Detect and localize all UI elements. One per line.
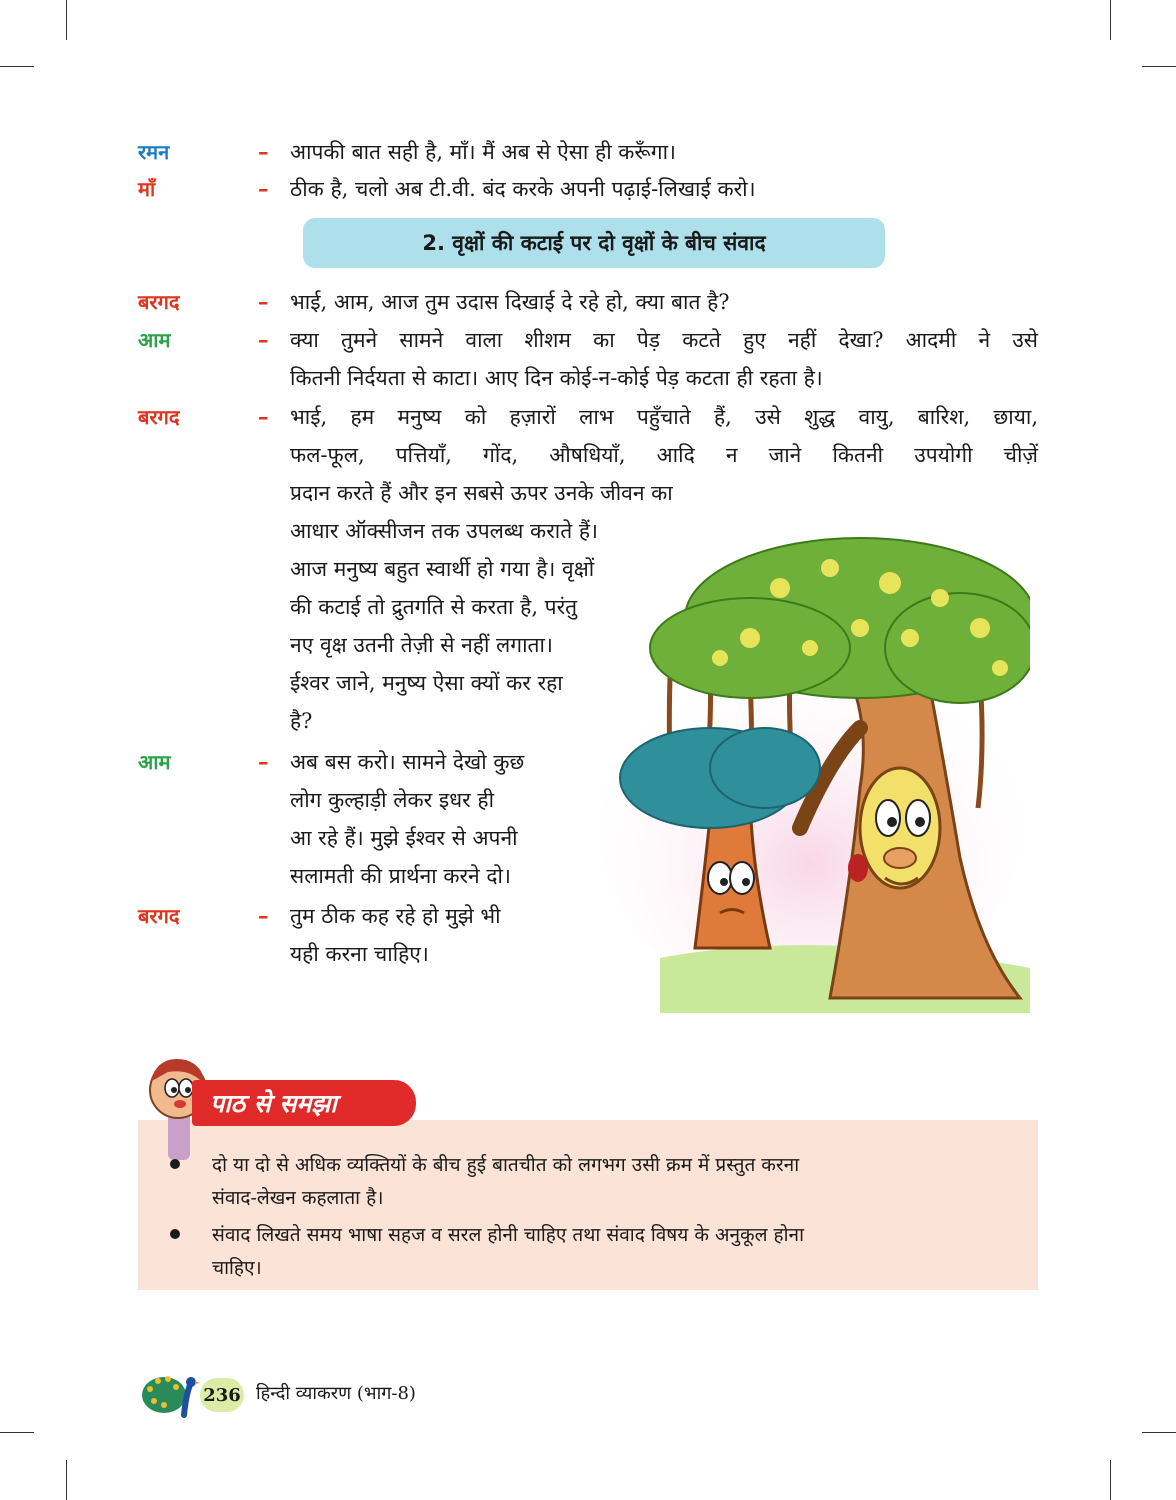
dialogue-text: सलामती की प्रार्थना करने दो। <box>290 864 511 888</box>
dialogue-text: फल-फूल, पत्तियाँ, गोंद, औषधियाँ, आदि न जाने कितनी उपयोगी चीज़ें <box>290 443 1038 467</box>
speaker-label: बरगद <box>138 904 180 928</box>
crop-mark <box>1142 66 1176 67</box>
dash: – <box>258 327 269 352</box>
summary-text: संवाद लिखते समय भाषा सहज व सरल होनी चाहिए तथा संवाद विषय के अनुकूल होना <box>212 1224 805 1246</box>
speaker-label: माँ <box>138 177 156 201</box>
peacock-icon <box>140 1365 202 1425</box>
dialogue-text: आ रहे हैं। मुझे ईश्वर से अपनी <box>290 826 518 850</box>
crop-mark <box>0 66 34 67</box>
dash: – <box>258 139 269 164</box>
dialogue-text: है? <box>290 709 313 733</box>
speaker-label: आम <box>138 328 171 352</box>
dialogue-text: कितनी निर्दयता से काटा। आए दिन कोई-न-कोई पेड़ कटता ही रहता है। <box>290 366 823 390</box>
crop-mark <box>66 1460 67 1500</box>
summary-tag: पाठ से समझा <box>192 1080 416 1126</box>
dialogue-text: तुम ठीक कह रहे हो मुझे भी <box>290 904 501 928</box>
dialogue-text: लोग कुल्हाड़ी लेकर इधर ही <box>290 788 495 812</box>
dash: – <box>258 749 269 774</box>
dialogue-text: अब बस करो। सामने देखो कुछ <box>290 750 525 774</box>
dash: – <box>258 289 269 314</box>
crop-mark <box>1110 1460 1111 1500</box>
speaker-label: रमन <box>138 140 170 164</box>
dash: – <box>258 903 269 928</box>
dialogue-text: आधार ऑक्सीजन तक उपलब्ध कराते हैं। <box>290 519 598 543</box>
speaker-label: बरगद <box>138 290 180 314</box>
dialogue-text: ठीक है, चलो अब टी.वी. बंद करके अपनी पढ़ाई-लिखाई करो। <box>290 177 756 201</box>
speaker-label: बरगद <box>138 405 180 429</box>
dialogue-text: यही करना चाहिए। <box>290 942 429 966</box>
crop-mark <box>0 1432 34 1433</box>
bullet-dot <box>170 1159 180 1169</box>
page-number: 236 <box>200 1378 244 1412</box>
book-title: हिन्दी व्याकरण (भाग-8) <box>256 1383 416 1404</box>
dialogue-text: ईश्वर जाने, मनुष्य ऐसा क्यों कर रहा <box>290 671 563 695</box>
talking-trees-illustration <box>600 528 1030 1013</box>
dialogue-text: भाई, हम मनुष्य को हज़ारों लाभ पहुँचाते हैं, उसे शुद्ध वायु, बारिश, छाया, <box>290 405 1038 429</box>
dialogue-text: नए वृक्ष उतनी तेज़ी से नहीं लगाता। <box>290 633 553 657</box>
summary-text: संवाद-लेखन कहलाता है। <box>212 1187 384 1209</box>
crop-mark <box>1142 1432 1176 1433</box>
dialogue-text: आज मनुष्य बहुत स्वार्थी हो गया है। वृक्षों <box>290 557 595 581</box>
summary-text: चाहिए। <box>212 1257 262 1279</box>
dash: – <box>258 404 269 429</box>
dialogue-text: क्या तुमने सामने वाला शीशम का पेड़ कटते हुए नहीं देखा? आदमी ने उसे <box>290 328 1038 352</box>
dialogue-text: की कटाई तो द्रुतगति से करता है, परंतु <box>290 595 578 619</box>
crop-mark <box>66 0 67 40</box>
dash: – <box>258 176 269 201</box>
dialogue-text: भाई, आम, आज तुम उदास दिखाई दे रहे हो, क्या बात है? <box>290 290 730 314</box>
crop-mark <box>1110 0 1111 40</box>
speaker-label: आम <box>138 750 171 774</box>
section-heading: 2. वृक्षों की कटाई पर दो वृक्षों के बीच संवाद <box>303 218 885 268</box>
summary-text: दो या दो से अधिक व्यक्तियों के बीच हुई बातचीत को लगभग उसी क्रम में प्रस्तुत करना <box>212 1154 800 1176</box>
dialogue-text: आपकी बात सही है, माँ। मैं अब से ऐसा ही करूँगा। <box>290 140 676 164</box>
dialogue-text: प्रदान करते हैं और इन सबसे ऊपर उनके जीवन का <box>290 481 673 505</box>
bullet-dot <box>170 1229 180 1239</box>
